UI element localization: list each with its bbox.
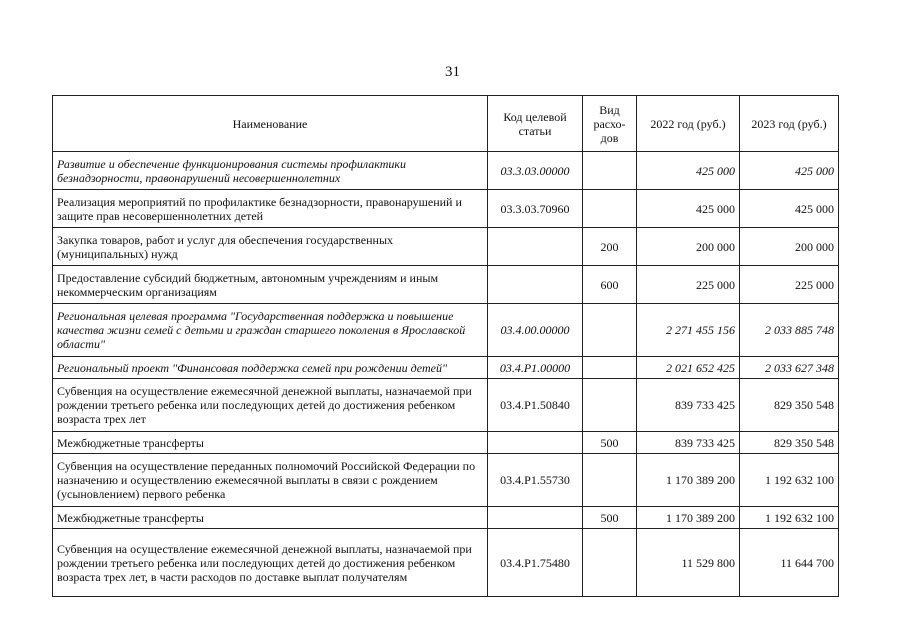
cell-code: 03.4.P1.75480: [488, 529, 583, 597]
cell-year-2023: 200 000: [740, 228, 839, 266]
cell-name: Закупка товаров, работ и услуг для обеспечения государственных (муниципальных) нужд: [53, 228, 488, 266]
cell-kind: 500: [583, 507, 637, 529]
cell-year-2022: 1 170 389 200: [637, 507, 740, 529]
header-kind: Вид расхо-дов: [583, 96, 637, 152]
cell-year-2022: 11 529 800: [637, 529, 740, 597]
header-year-2022: 2022 год (руб.): [637, 96, 740, 152]
cell-kind: [583, 190, 637, 228]
cell-year-2023: 425 000: [740, 152, 839, 190]
cell-year-2023: 1 192 632 100: [740, 454, 839, 507]
cell-code: [488, 507, 583, 529]
cell-year-2023: 225 000: [740, 266, 839, 304]
budget-table: [52, 95, 839, 597]
page-number: 31: [445, 64, 460, 80]
header-year-2023: 2023 год (руб.): [740, 96, 839, 152]
header-code: Код целевой статьи: [488, 96, 583, 152]
cell-code: [488, 266, 583, 304]
cell-year-2022: 2 021 652 425: [637, 357, 740, 379]
table-header-row: [53, 96, 839, 152]
cell-code: 03.4.P1.55730: [488, 454, 583, 507]
cell-year-2023: 1 192 632 100: [740, 507, 839, 529]
cell-name: Субвенция на осуществление ежемесячной денежной выплаты, назначаемой при рождении третьего ребенка или последующих детей до достижения ребенком возраста трех лет: [53, 379, 488, 432]
cell-kind: 500: [583, 432, 637, 454]
cell-year-2022: 1 170 389 200: [637, 454, 740, 507]
cell-year-2022: 200 000: [637, 228, 740, 266]
table-row: [53, 379, 839, 432]
cell-year-2022: 2 271 455 156: [637, 304, 740, 357]
cell-code: 03.3.03.00000: [488, 152, 583, 190]
cell-year-2022: 425 000: [637, 190, 740, 228]
cell-code: [488, 228, 583, 266]
cell-name: Межбюджетные трансферты: [53, 432, 488, 454]
table-row: [53, 266, 839, 304]
cell-year-2023: 829 350 548: [740, 379, 839, 432]
cell-kind: [583, 379, 637, 432]
cell-name: Региональная целевая программа "Государственная поддержка и повышение качества жизни семей с детьми и граждан старшего поколения в Ярославской области": [53, 304, 488, 357]
cell-kind: [583, 454, 637, 507]
cell-name: Развитие и обеспечение функционирования системы профилактики безнадзорности, правонарушений несовершеннолетних: [53, 152, 488, 190]
cell-name: Субвенция на осуществление переданных полномочий Российской Федерации по назначению и осуществлению ежемесячной выплаты в связи с рождением (усыновлением) первого ребенка: [53, 454, 488, 507]
cell-year-2023: 2 033 627 348: [740, 357, 839, 379]
cell-name: Региональный проект "Финансовая поддержка семей при рождении детей": [53, 357, 488, 379]
cell-name: Межбюджетные трансферты: [53, 507, 488, 529]
cell-code: 03.4.00.00000: [488, 304, 583, 357]
table-row: [53, 152, 839, 190]
header-name: Наименование: [53, 96, 488, 152]
table-row: [53, 357, 839, 379]
cell-year-2022: 839 733 425: [637, 379, 740, 432]
cell-kind: [583, 304, 637, 357]
cell-code: 03.4.P1.00000: [488, 357, 583, 379]
cell-kind: [583, 357, 637, 379]
cell-name: Реализация мероприятий по профилактике безнадзорности, правонарушений и защите прав несовершеннолетних детей: [53, 190, 488, 228]
cell-year-2023: 829 350 548: [740, 432, 839, 454]
cell-year-2022: 225 000: [637, 266, 740, 304]
cell-year-2023: 425 000: [740, 190, 839, 228]
cell-code: [488, 432, 583, 454]
table-row: [53, 454, 839, 507]
cell-year-2023: 11 644 700: [740, 529, 839, 597]
cell-kind: 200: [583, 228, 637, 266]
cell-year-2022: 839 733 425: [637, 432, 740, 454]
cell-kind: [583, 152, 637, 190]
cell-year-2023: 2 033 885 748: [740, 304, 839, 357]
cell-kind: 600: [583, 266, 637, 304]
cell-name: Предоставление субсидий бюджетным, автономным учреждениям и иным некоммерческим организациям: [53, 266, 488, 304]
cell-code: 03.3.03.70960: [488, 190, 583, 228]
table-row: [53, 432, 839, 454]
cell-name: Субвенция на осуществление ежемесячной денежной выплаты, назначаемой при рождении третьего ребенка или последующих детей до достижения ребенком возраста трех лет, в части расходов по доставке выплат получателям: [53, 529, 488, 597]
table-row: [53, 507, 839, 529]
cell-year-2022: 425 000: [637, 152, 740, 190]
table-row: [53, 190, 839, 228]
cell-kind: [583, 529, 637, 597]
table-row: [53, 228, 839, 266]
table-row: [53, 304, 839, 357]
cell-code: 03.4.P1.50840: [488, 379, 583, 432]
table-row: [53, 529, 839, 597]
